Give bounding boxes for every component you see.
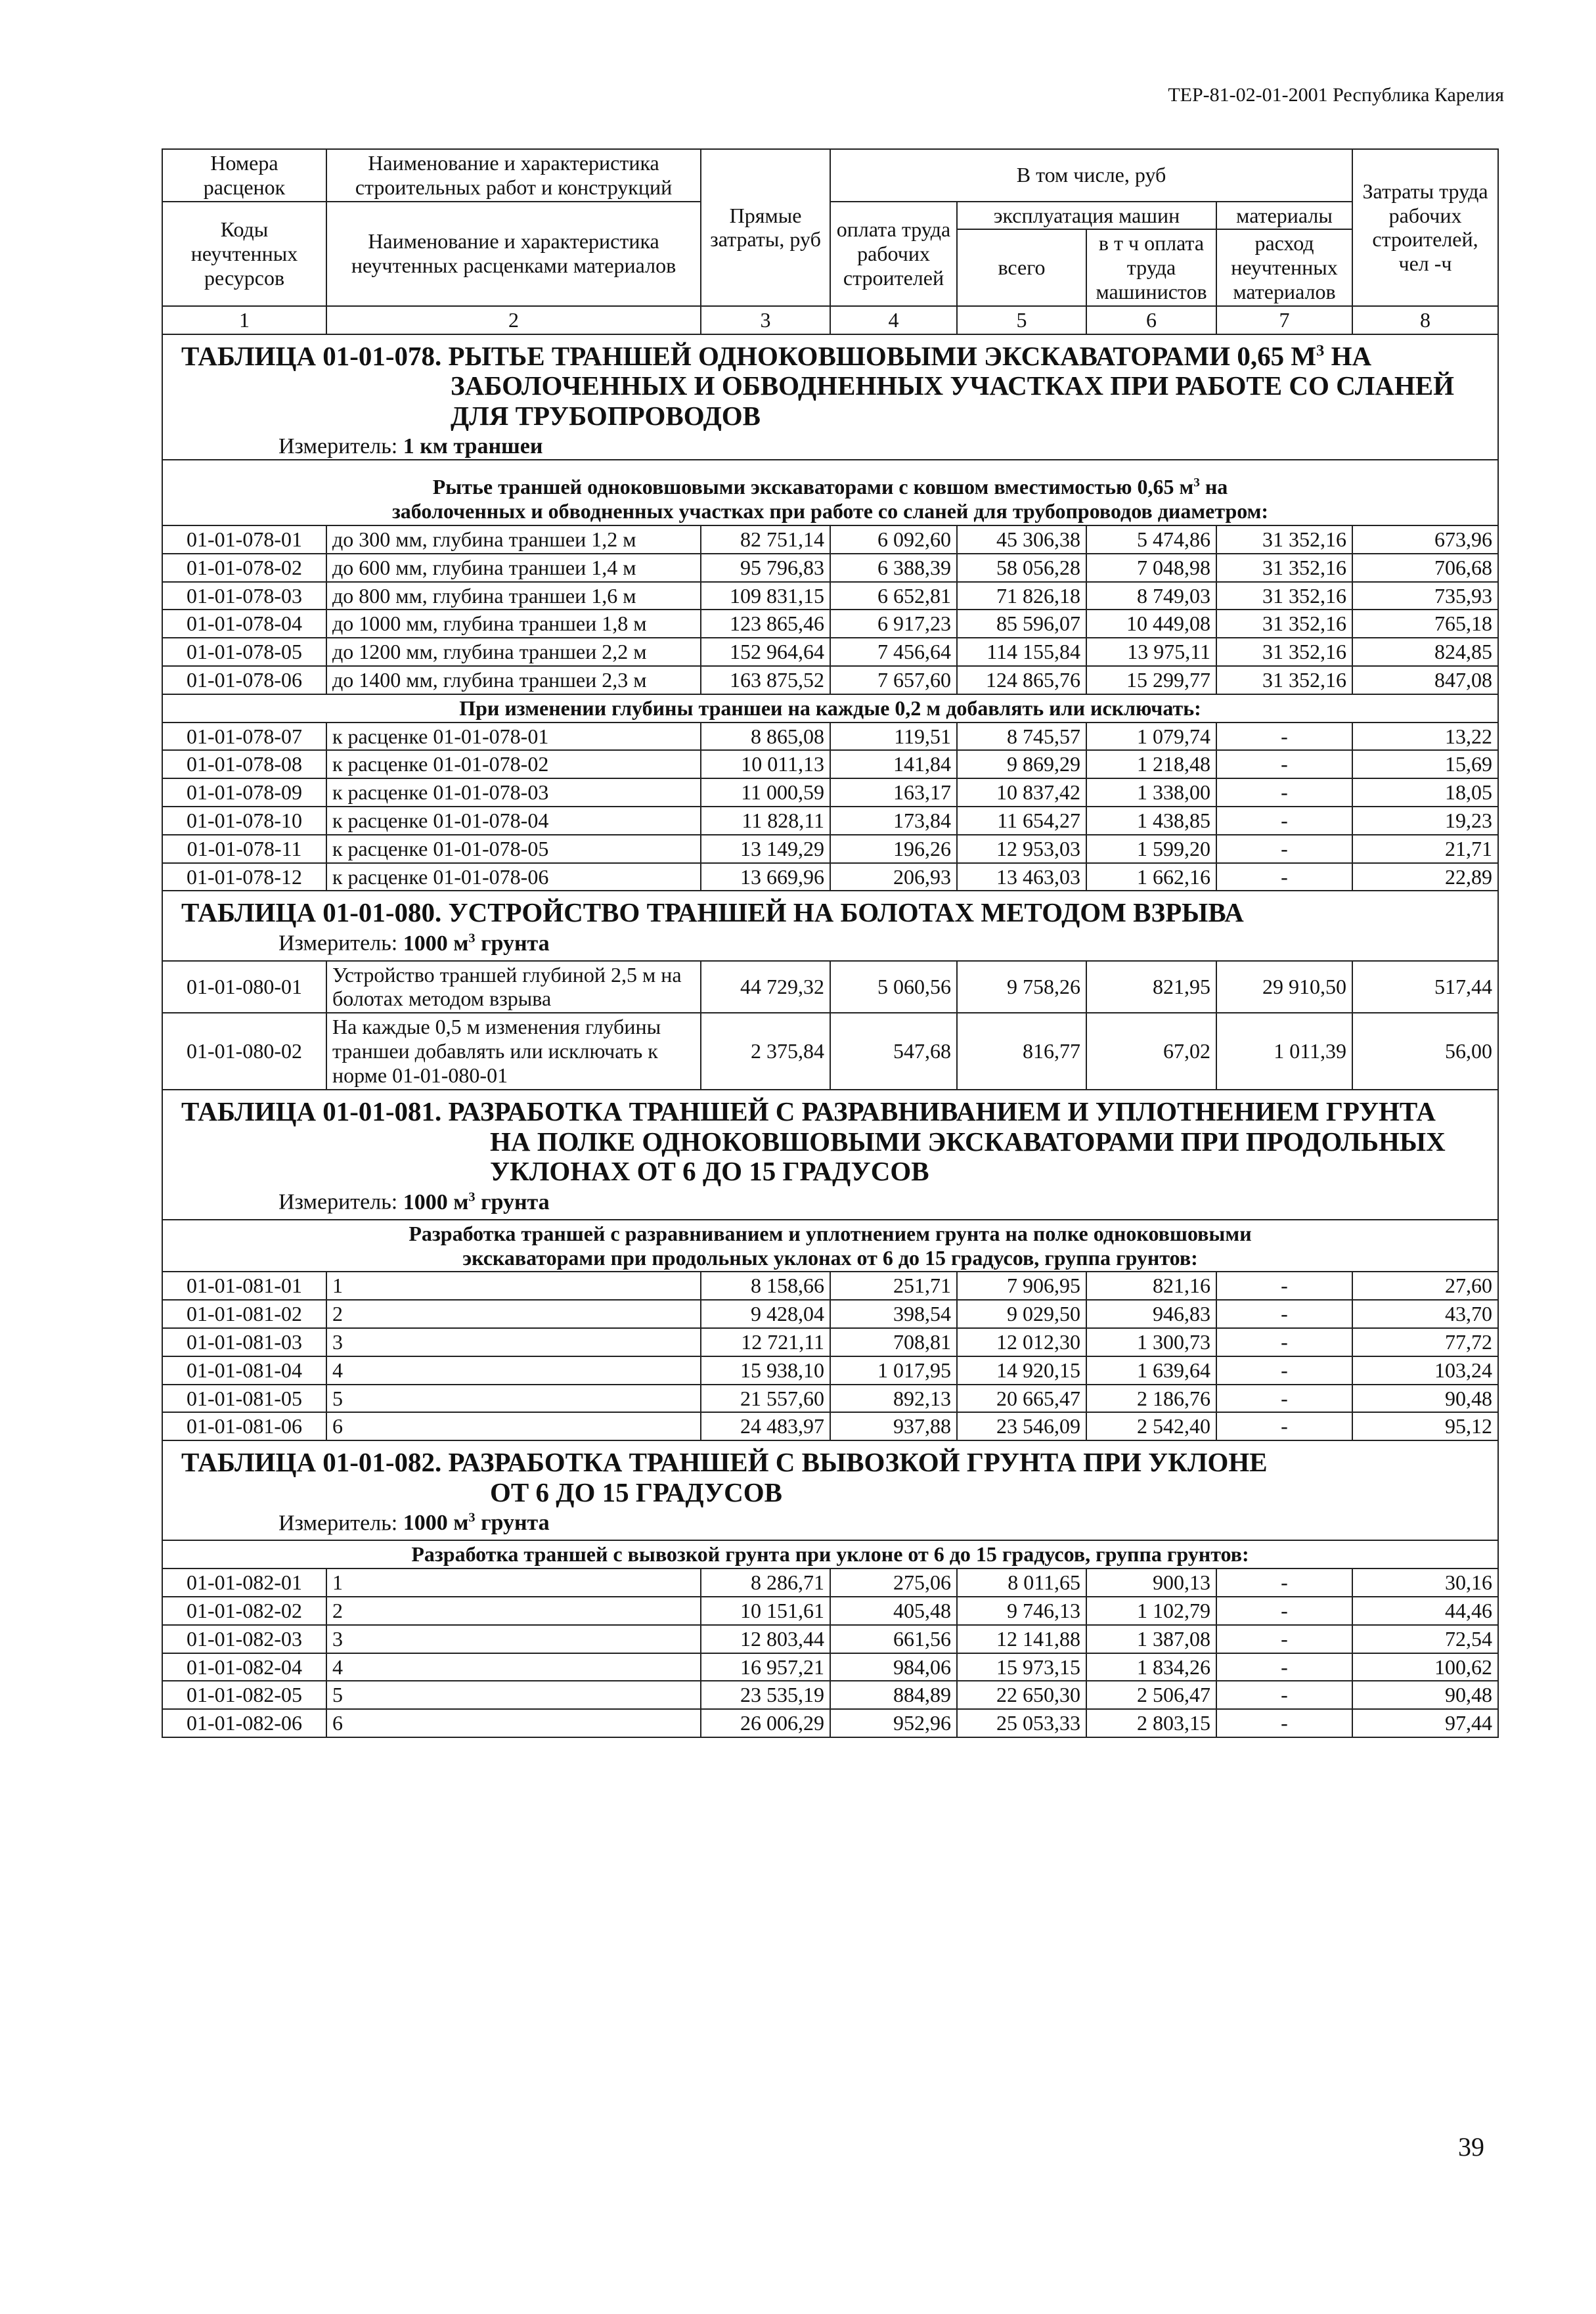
- col-resource-codes: Коды неучтенных ресурсов: [162, 202, 326, 306]
- wages: 884,89: [830, 1681, 957, 1709]
- wages: 892,13: [830, 1385, 957, 1413]
- machines-total: 25 053,33: [957, 1709, 1086, 1737]
- work-description: 4: [326, 1653, 701, 1681]
- table-row: [162, 1385, 1498, 1413]
- labor-hours: 72,54: [1352, 1625, 1498, 1653]
- work-description: к расценке 01-01-078-06: [326, 863, 701, 891]
- materials: -: [1216, 1272, 1352, 1300]
- work-description: до 1000 мм, глубина траншеи 1,8 м: [326, 610, 701, 638]
- direct-costs: 152 964,64: [701, 638, 830, 666]
- col-num-7: 7: [1216, 306, 1352, 334]
- rate-code: 01-01-078-08: [162, 750, 326, 778]
- direct-costs: 109 831,15: [701, 582, 830, 610]
- wages: 251,71: [830, 1272, 957, 1300]
- machines-total: 8 745,57: [957, 723, 1086, 751]
- table-081-title: ТАБЛИЦА 01-01-081. РАЗРАБОТКА ТРАНШЕЙ С РАЗРАВНИВАНИЕМ И УПЛОТНЕНИЕМ ГРУНТА НА ПОЛКЕ ОДНОКОВШОВЫМИ ЭКСКАВАТОРАМИ ПРИ ПРОДОЛЬНЫХ УКЛОНАХ ОТ 6 ДО 15 ГРАДУСОВ Измеритель: 1000 $м^3$ грунта: [181, 1097, 1479, 1215]
- work-description: Устройство траншей глубиной 2,5 м на болотах методом взрыва: [326, 961, 701, 1013]
- table-row: [162, 835, 1498, 863]
- table-row: [162, 1653, 1498, 1681]
- header-row-2: [162, 202, 1498, 230]
- work-description: к расценке 01-01-078-05: [326, 835, 701, 863]
- wages: 6 652,81: [830, 582, 957, 610]
- table-row: [162, 1272, 1498, 1300]
- labor-hours: 847,08: [1352, 666, 1498, 694]
- wages: 937,88: [830, 1412, 957, 1440]
- direct-costs: 163 875,52: [701, 666, 830, 694]
- table-row: [162, 582, 1498, 610]
- work-description: 4: [326, 1356, 701, 1385]
- work-description: 3: [326, 1328, 701, 1356]
- col-num-1: 1: [162, 306, 326, 334]
- labor-hours: 44,46: [1352, 1597, 1498, 1625]
- operator-wages: 1 662,16: [1086, 863, 1216, 891]
- col-material-consumption: расход неучтенных материалов: [1216, 229, 1352, 305]
- table-082-title: ТАБЛИЦА 01-01-082. РАЗРАБОТКА ТРАНШЕЙ С ВЫВОЗКОЙ ГРУНТА ПРИ УКЛОНЕ ОТ 6 ДО 15 ГРАДУСОВ Измеритель: 1000 $м^3$ грунта: [181, 1448, 1479, 1536]
- wages: 6 092,60: [830, 525, 957, 554]
- rate-code: 01-01-078-09: [162, 778, 326, 807]
- col-work-name: Наименование и характеристика строительных работ и конструкций: [326, 149, 701, 202]
- col-machines-total: всего: [957, 229, 1086, 305]
- labor-hours: 18,05: [1352, 778, 1498, 807]
- direct-costs: 8 286,71: [701, 1569, 830, 1597]
- labor-hours: 13,22: [1352, 723, 1498, 751]
- work-description: до 300 мм, глубина траншеи 1,2 м: [326, 525, 701, 554]
- direct-costs: 13 669,96: [701, 863, 830, 891]
- table-row: [162, 807, 1498, 835]
- rate-code: 01-01-078-04: [162, 610, 326, 638]
- materials: -: [1216, 750, 1352, 778]
- col-num-8: 8: [1352, 306, 1498, 334]
- materials: -: [1216, 723, 1352, 751]
- materials: -: [1216, 1653, 1352, 1681]
- machines-total: 85 596,07: [957, 610, 1086, 638]
- materials: 31 352,16: [1216, 610, 1352, 638]
- labor-hours: 824,85: [1352, 638, 1498, 666]
- materials: -: [1216, 1597, 1352, 1625]
- table-082-subheading: Разработка траншей с вывозкой грунта при уклоне от 6 до 15 градусов, группа грунтов:: [162, 1540, 1498, 1569]
- table-row: [162, 554, 1498, 582]
- operator-wages: 15 299,77: [1086, 666, 1216, 694]
- rate-code: 01-01-081-05: [162, 1385, 326, 1413]
- machines-total: 124 865,76: [957, 666, 1086, 694]
- materials: -: [1216, 1412, 1352, 1440]
- labor-hours: 97,44: [1352, 1709, 1498, 1737]
- col-wages: оплата труда рабочих строителей: [830, 202, 957, 306]
- rate-code: 01-01-082-02: [162, 1597, 326, 1625]
- work-description: до 800 мм, глубина траншеи 1,6 м: [326, 582, 701, 610]
- labor-hours: 43,70: [1352, 1300, 1498, 1328]
- materials: -: [1216, 1356, 1352, 1385]
- work-description: 6: [326, 1412, 701, 1440]
- direct-costs: 13 149,29: [701, 835, 830, 863]
- rate-code: 01-01-081-03: [162, 1328, 326, 1356]
- table-082-measure: Измеритель: 1000 $м^3$ грунта: [278, 1510, 550, 1536]
- table-row: [162, 1328, 1498, 1356]
- labor-hours: 90,48: [1352, 1385, 1498, 1413]
- materials: 31 352,16: [1216, 582, 1352, 610]
- col-group-machines: эксплуатация машин: [957, 202, 1216, 230]
- table-row: [162, 863, 1498, 891]
- labor-hours: 95,12: [1352, 1412, 1498, 1440]
- labor-hours: 765,18: [1352, 610, 1498, 638]
- wages: 141,84: [830, 750, 957, 778]
- rate-code: 01-01-082-05: [162, 1681, 326, 1709]
- direct-costs: 16 957,21: [701, 1653, 830, 1681]
- rate-code: 01-01-078-10: [162, 807, 326, 835]
- direct-costs: 23 535,19: [701, 1681, 830, 1709]
- wages: 547,68: [830, 1013, 957, 1089]
- labor-hours: 100,62: [1352, 1653, 1498, 1681]
- operator-wages: 1 300,73: [1086, 1328, 1216, 1356]
- machines-total: 12 953,03: [957, 835, 1086, 863]
- direct-costs: 8 158,66: [701, 1272, 830, 1300]
- work-description: 1: [326, 1272, 701, 1300]
- page-number: 39: [1458, 2132, 1484, 2162]
- operator-wages: 1 079,74: [1086, 723, 1216, 751]
- col-num-6: 6: [1086, 306, 1216, 334]
- materials: 31 352,16: [1216, 638, 1352, 666]
- wages: 7 456,64: [830, 638, 957, 666]
- rate-code: 01-01-078-07: [162, 723, 326, 751]
- machines-total: 8 011,65: [957, 1569, 1086, 1597]
- table-081-title-row: [162, 1090, 1498, 1220]
- work-description: 1: [326, 1569, 701, 1597]
- work-description: На каждые 0,5 м изменения глубины траншеи добавлять или исключать к норме 01-01-080-01: [326, 1013, 701, 1089]
- table-078-measure: Измеритель: 1 км траншеи: [278, 434, 543, 459]
- materials: -: [1216, 835, 1352, 863]
- table-078-title-row: [162, 334, 1498, 460]
- labor-hours: 517,44: [1352, 961, 1498, 1013]
- work-description: до 600 мм, глубина траншеи 1,4 м: [326, 554, 701, 582]
- table-row: [162, 1709, 1498, 1737]
- rate-code: 01-01-078-03: [162, 582, 326, 610]
- operator-wages: 67,02: [1086, 1013, 1216, 1089]
- machines-total: 9 746,13: [957, 1597, 1086, 1625]
- col-labor-costs: Затраты труда рабочих строителей, чел -ч: [1352, 149, 1498, 306]
- machines-total: 9 869,29: [957, 750, 1086, 778]
- materials: -: [1216, 1625, 1352, 1653]
- col-material-name: Наименование и характеристика неучтенных расценками материалов: [326, 202, 701, 306]
- operator-wages: 821,16: [1086, 1272, 1216, 1300]
- wages: 708,81: [830, 1328, 957, 1356]
- table-row: [162, 1013, 1498, 1089]
- machines-total: 9 758,26: [957, 961, 1086, 1013]
- machines-total: 13 463,03: [957, 863, 1086, 891]
- wages: 952,96: [830, 1709, 957, 1737]
- rate-code: 01-01-078-12: [162, 863, 326, 891]
- table-row: [162, 1625, 1498, 1653]
- table-080-measure: Измеритель: 1000 $м^3$ грунта: [278, 931, 550, 956]
- direct-costs: 44 729,32: [701, 961, 830, 1013]
- rate-code: 01-01-078-05: [162, 638, 326, 666]
- col-operator-wages: в т ч оплата труда машинистов: [1086, 229, 1216, 305]
- labor-hours: 103,24: [1352, 1356, 1498, 1385]
- col-direct-costs: Прямые затраты, руб: [701, 149, 830, 306]
- rate-code: 01-01-081-02: [162, 1300, 326, 1328]
- machines-total: 12 141,88: [957, 1625, 1086, 1653]
- table-080-title-row: [162, 891, 1498, 960]
- page-header: ТЕР-81-02-01-2001 Республика Карелия: [1168, 84, 1504, 106]
- direct-costs: 11 828,11: [701, 807, 830, 835]
- table-082-title-row: [162, 1440, 1498, 1540]
- work-description: до 1400 мм, глубина траншеи 2,3 м: [326, 666, 701, 694]
- wages: 5 060,56: [830, 961, 957, 1013]
- table-row: [162, 750, 1498, 778]
- operator-wages: 1 387,08: [1086, 1625, 1216, 1653]
- materials: 29 910,50: [1216, 961, 1352, 1013]
- materials: -: [1216, 863, 1352, 891]
- wages: 206,93: [830, 863, 957, 891]
- machines-total: 816,77: [957, 1013, 1086, 1089]
- table-row: [162, 1300, 1498, 1328]
- labor-hours: 735,93: [1352, 582, 1498, 610]
- work-description: 2: [326, 1300, 701, 1328]
- table-row: [162, 961, 1498, 1013]
- machines-total: 9 029,50: [957, 1300, 1086, 1328]
- rate-code: 01-01-078-01: [162, 525, 326, 554]
- materials: -: [1216, 778, 1352, 807]
- work-description: 2: [326, 1597, 701, 1625]
- column-number-row: [162, 306, 1498, 334]
- col-num-3: 3: [701, 306, 830, 334]
- materials: -: [1216, 1328, 1352, 1356]
- materials: -: [1216, 1569, 1352, 1597]
- machines-total: 20 665,47: [957, 1385, 1086, 1413]
- labor-hours: 21,71: [1352, 835, 1498, 863]
- labor-hours: 706,68: [1352, 554, 1498, 582]
- labor-hours: 56,00: [1352, 1013, 1498, 1089]
- table-row: [162, 1356, 1498, 1385]
- direct-costs: 8 865,08: [701, 723, 830, 751]
- operator-wages: 1 338,00: [1086, 778, 1216, 807]
- labor-hours: 22,89: [1352, 863, 1498, 891]
- materials: 1 011,39: [1216, 1013, 1352, 1089]
- wages: 661,56: [830, 1625, 957, 1653]
- table-078-subheading-2: При изменении глубины траншеи на каждые 0,2 м добавлять или исключать:: [162, 694, 1498, 723]
- direct-costs: 15 938,10: [701, 1356, 830, 1385]
- machines-total: 58 056,28: [957, 554, 1086, 582]
- work-description: 6: [326, 1709, 701, 1737]
- table-080-title: ТАБЛИЦА 01-01-080. УСТРОЙСТВО ТРАНШЕЙ НА БОЛОТАХ МЕТОДОМ ВЗРЫВА Измеритель: 1000 $м^3$ грунта: [181, 898, 1479, 956]
- materials: -: [1216, 1385, 1352, 1413]
- rate-code: 01-01-082-04: [162, 1653, 326, 1681]
- operator-wages: 7 048,98: [1086, 554, 1216, 582]
- operator-wages: 10 449,08: [1086, 610, 1216, 638]
- table-row: [162, 638, 1498, 666]
- price-table: [162, 148, 1499, 1738]
- direct-costs: 21 557,60: [701, 1385, 830, 1413]
- machines-total: 45 306,38: [957, 525, 1086, 554]
- materials: -: [1216, 1300, 1352, 1328]
- col-rate-number: Номера расценок: [162, 149, 326, 202]
- rate-code: 01-01-080-02: [162, 1013, 326, 1089]
- machines-total: 11 654,27: [957, 807, 1086, 835]
- direct-costs: 95 796,83: [701, 554, 830, 582]
- direct-costs: 123 865,46: [701, 610, 830, 638]
- table-row: [162, 1569, 1498, 1597]
- work-description: к расценке 01-01-078-02: [326, 750, 701, 778]
- rate-code: 01-01-082-06: [162, 1709, 326, 1737]
- col-group-including: В том числе, руб: [830, 149, 1352, 202]
- rate-code: 01-01-080-01: [162, 961, 326, 1013]
- wages: 398,54: [830, 1300, 957, 1328]
- operator-wages: 2 506,47: [1086, 1681, 1216, 1709]
- operator-wages: 2 186,76: [1086, 1385, 1216, 1413]
- operator-wages: 900,13: [1086, 1569, 1216, 1597]
- direct-costs: 10 011,13: [701, 750, 830, 778]
- wages: 6 388,39: [830, 554, 957, 582]
- work-description: к расценке 01-01-078-01: [326, 723, 701, 751]
- operator-wages: 1 102,79: [1086, 1597, 1216, 1625]
- direct-costs: 2 375,84: [701, 1013, 830, 1089]
- col-group-materials: материалы: [1216, 202, 1352, 230]
- machines-total: 114 155,84: [957, 638, 1086, 666]
- direct-costs: 9 428,04: [701, 1300, 830, 1328]
- direct-costs: 24 483,97: [701, 1412, 830, 1440]
- materials: -: [1216, 1681, 1352, 1709]
- labor-hours: 27,60: [1352, 1272, 1498, 1300]
- materials: 31 352,16: [1216, 554, 1352, 582]
- table-row: [162, 525, 1498, 554]
- rate-code: 01-01-082-01: [162, 1569, 326, 1597]
- materials: 31 352,16: [1216, 525, 1352, 554]
- operator-wages: 1 599,20: [1086, 835, 1216, 863]
- col-num-4: 4: [830, 306, 957, 334]
- rate-code: 01-01-078-11: [162, 835, 326, 863]
- table-081-measure: Измеритель: 1000 $м^3$ грунта: [278, 1190, 550, 1214]
- machines-total: 23 546,09: [957, 1412, 1086, 1440]
- operator-wages: 2 542,40: [1086, 1412, 1216, 1440]
- wages: 163,17: [830, 778, 957, 807]
- direct-costs: 10 151,61: [701, 1597, 830, 1625]
- operator-wages: 8 749,03: [1086, 582, 1216, 610]
- col-num-2: 2: [326, 306, 701, 334]
- wages: 984,06: [830, 1653, 957, 1681]
- wages: 405,48: [830, 1597, 957, 1625]
- rate-code: 01-01-081-04: [162, 1356, 326, 1385]
- operator-wages: 1 438,85: [1086, 807, 1216, 835]
- work-description: к расценке 01-01-078-04: [326, 807, 701, 835]
- col-num-5: 5: [957, 306, 1086, 334]
- work-description: 5: [326, 1385, 701, 1413]
- direct-costs: 12 803,44: [701, 1625, 830, 1653]
- operator-wages: 2 803,15: [1086, 1709, 1216, 1737]
- wages: 119,51: [830, 723, 957, 751]
- table-081-subheading: Разработка траншей с разравниванием и уплотнением грунта на полке одноковшовыми экскаваторами при продольных уклонах от 6 до 15 градусов, группа грунтов:: [162, 1220, 1498, 1272]
- table-row: [162, 778, 1498, 807]
- direct-costs: 12 721,11: [701, 1328, 830, 1356]
- work-description: 3: [326, 1625, 701, 1653]
- wages: 1 017,95: [830, 1356, 957, 1385]
- wages: 7 657,60: [830, 666, 957, 694]
- machines-total: 22 650,30: [957, 1681, 1086, 1709]
- table-row: [162, 610, 1498, 638]
- materials: 31 352,16: [1216, 666, 1352, 694]
- machines-total: 71 826,18: [957, 582, 1086, 610]
- labor-hours: 673,96: [1352, 525, 1498, 554]
- direct-costs: 11 000,59: [701, 778, 830, 807]
- labor-hours: 90,48: [1352, 1681, 1498, 1709]
- wages: 275,06: [830, 1569, 957, 1597]
- direct-costs: 82 751,14: [701, 525, 830, 554]
- machines-total: 10 837,42: [957, 778, 1086, 807]
- work-description: 5: [326, 1681, 701, 1709]
- operator-wages: 1 639,64: [1086, 1356, 1216, 1385]
- materials: -: [1216, 1709, 1352, 1737]
- wages: 196,26: [830, 835, 957, 863]
- table-078-title: ТАБЛИЦА 01-01-078. РЫТЬЕ ТРАНШЕЙ ОДНОКОВШОВЫМИ ЭКСКАВАТОРАМИ 0,65 $М^3$ НА ЗАБОЛОЧЕННЫХ И ОБВОДНЕННЫХ УЧАСТКАХ ПРИ РАБОТЕ СО СЛАНЕЙ ДЛЯ ТРУБОПРОВОДОВ Измеритель: 1 км траншеи: [181, 342, 1479, 460]
- rate-code: 01-01-078-06: [162, 666, 326, 694]
- rate-code: 01-01-082-03: [162, 1625, 326, 1653]
- operator-wages: 5 474,86: [1086, 525, 1216, 554]
- operator-wages: 946,83: [1086, 1300, 1216, 1328]
- table-row: [162, 1412, 1498, 1440]
- operator-wages: 13 975,11: [1086, 638, 1216, 666]
- work-description: к расценке 01-01-078-03: [326, 778, 701, 807]
- wages: 173,84: [830, 807, 957, 835]
- direct-costs: 26 006,29: [701, 1709, 830, 1737]
- materials: -: [1216, 807, 1352, 835]
- table-row: [162, 666, 1498, 694]
- machines-total: 14 920,15: [957, 1356, 1086, 1385]
- wages: 6 917,23: [830, 610, 957, 638]
- operator-wages: 821,95: [1086, 961, 1216, 1013]
- machines-total: 7 906,95: [957, 1272, 1086, 1300]
- machines-total: 15 973,15: [957, 1653, 1086, 1681]
- labor-hours: 30,16: [1352, 1569, 1498, 1597]
- table-row: [162, 723, 1498, 751]
- operator-wages: 1 834,26: [1086, 1653, 1216, 1681]
- labor-hours: 77,72: [1352, 1328, 1498, 1356]
- machines-total: 12 012,30: [957, 1328, 1086, 1356]
- labor-hours: 15,69: [1352, 750, 1498, 778]
- table-row: [162, 1681, 1498, 1709]
- rate-code: 01-01-081-01: [162, 1272, 326, 1300]
- rate-code: 01-01-078-02: [162, 554, 326, 582]
- table-078-subheading-row: Рытье траншей одноковшовыми экскаваторами с ковшом вместимостью 0,65 $м^3$ на заболоченных и обводненных участках при работе со сланей для трубопроводов диаметром:: [162, 460, 1498, 525]
- rate-code: 01-01-081-06: [162, 1412, 326, 1440]
- table-row: [162, 1597, 1498, 1625]
- work-description: до 1200 мм, глубина траншеи 2,2 м: [326, 638, 701, 666]
- header-row-1: [162, 149, 1498, 202]
- operator-wages: 1 218,48: [1086, 750, 1216, 778]
- labor-hours: 19,23: [1352, 807, 1498, 835]
